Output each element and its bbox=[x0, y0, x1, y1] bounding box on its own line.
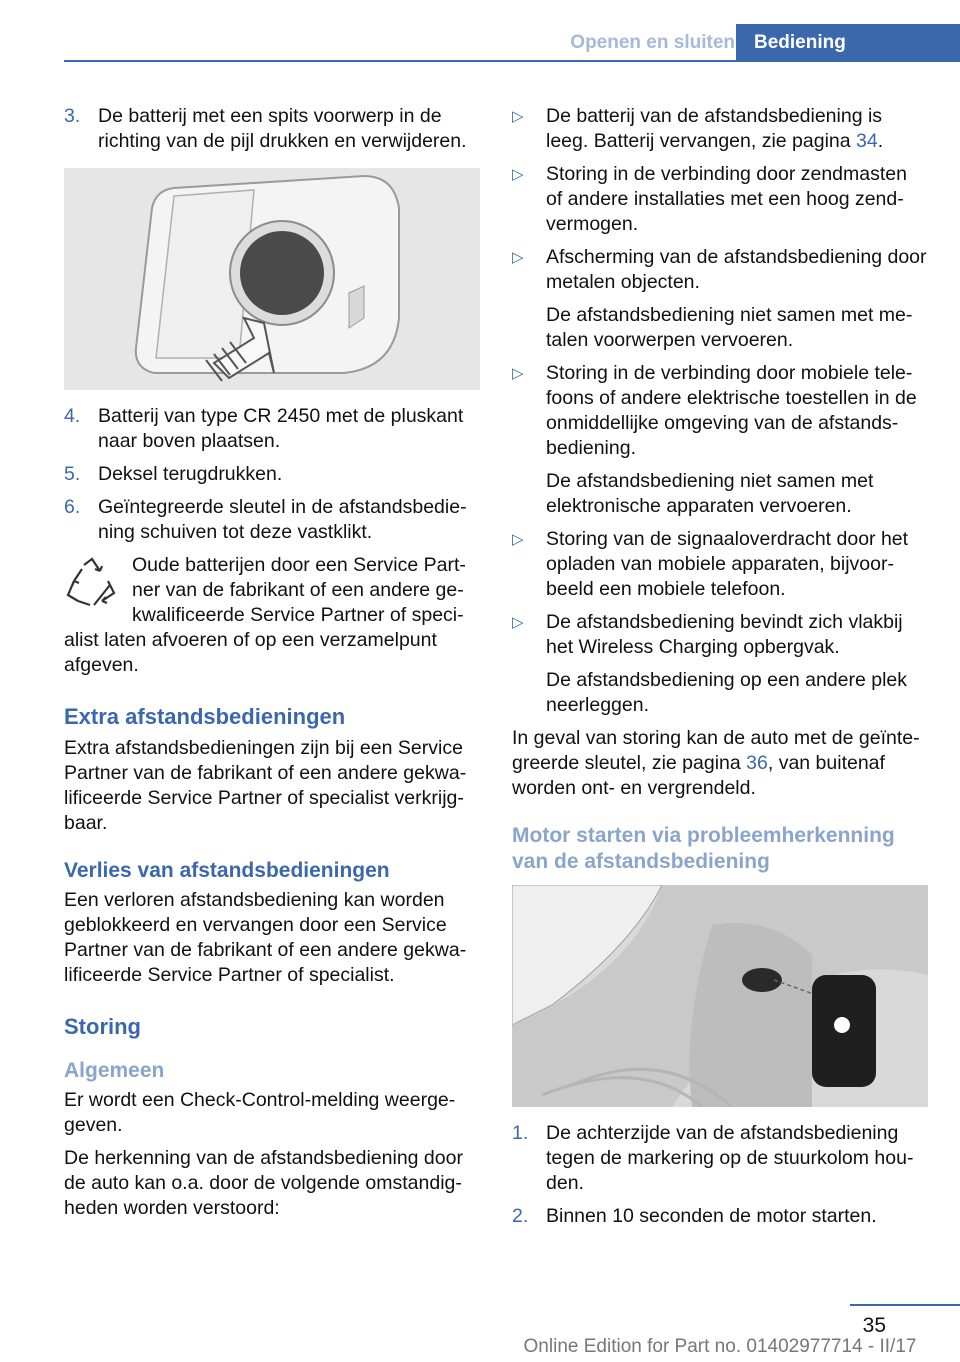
bullet-triangle-icon: ▷ bbox=[512, 365, 524, 382]
bullet-afscherming bbox=[512, 245, 928, 295]
bullet-wireless-charging bbox=[512, 610, 928, 660]
heading-extra-afstandsbedieningen: Extra afstandsbedieningen bbox=[64, 704, 346, 729]
paragraph-algemeen-2: De herkenning van de afstandsbediening door de auto kan o.a. door de volgende omstandigheden worden verstoord: bbox=[64, 1147, 463, 1219]
footer-rule bbox=[850, 1304, 960, 1306]
step-3 bbox=[64, 104, 480, 154]
bullet-battery-empty: ▷ De batterij van de afstandsbediening is leeg. Batterij vervangen, zie pagina 34. bbox=[512, 105, 884, 152]
paragraph-algemeen-1: Er wordt een Check-Control-melding weergegeven. bbox=[64, 1089, 456, 1136]
heading-storing: Storing bbox=[64, 1014, 141, 1039]
battery-removal-illustration bbox=[64, 168, 480, 390]
paragraph-verlies: Een verloren afstandsbediening kan worden geblokkeerd en vervangen door een Service Partner van de fabrikant of een andere gekwalificeerde Service Partner of specialist. bbox=[64, 889, 467, 986]
bullet-triangle-icon: ▷ bbox=[512, 531, 524, 548]
online-edition-footer: Online Edition for Part no. 01402977714 - II/17 bbox=[523, 1336, 917, 1357]
recycle-text: Oude batterijen door een Service Partner van de fabrikant of een andere gekwalificeerde Service Partner of specialist laten afvoeren of op een verzamelpunt afgeven. bbox=[64, 554, 466, 676]
page-number: 35 bbox=[862, 1314, 886, 1337]
bullet-text: Storing in de verbinding door zendmasten of andere installaties met een hoog zendvermogen. bbox=[546, 163, 907, 235]
bullet-triangle-icon: ▷ bbox=[512, 249, 524, 266]
bullet-triangle-icon: ▷ bbox=[512, 166, 524, 183]
header-section-title: Openen en sluiten bbox=[570, 32, 735, 53]
bullet-subtext: De afstandsbediening niet samen met elektronische apparaten vervoeren. bbox=[546, 470, 874, 517]
bullet-text: De afstandsbediening bevindt zich vlakbij het Wireless Charging opbergvak. bbox=[546, 611, 903, 658]
heading-motor-starten: Motor starten via probleemherkenning van de afstandsbediening bbox=[512, 824, 895, 873]
start-step-2 bbox=[512, 1204, 928, 1229]
bullet-mobiele-telefoons bbox=[512, 361, 928, 461]
heading-algemeen: Algemeen bbox=[64, 1059, 165, 1082]
step-text: De batterij met een spits voorwerp in de richting van de pijl drukken en verwijderen. bbox=[98, 105, 467, 152]
bullet-subtext: De afstandsbediening op een andere plek neerleggen. bbox=[546, 669, 908, 716]
step-4 bbox=[64, 404, 480, 454]
paragraph-extra: Extra afstandsbedieningen zijn bij een Service Partner van de fabrikant of een andere gekwalificeerde Service Partner of specialist verkrijgbaar. bbox=[64, 737, 467, 834]
step-text: Deksel terugdrukken. bbox=[98, 463, 283, 485]
start-step-1 bbox=[512, 1121, 928, 1196]
step-6 bbox=[64, 495, 480, 545]
header-rule bbox=[64, 60, 960, 62]
step-text: Geïntegreerde sleutel in de afstandsbediening schuiven tot deze vastklikt. bbox=[98, 496, 467, 543]
bullet-opladen bbox=[512, 527, 928, 602]
recycle-icon bbox=[64, 555, 118, 625]
paragraph-storing-geval: In geval van storing kan de auto met de geïntegreerde sleutel, zie pagina 36, van buitenaf worden ont- en vergrendeld. bbox=[512, 727, 920, 799]
step-number: 5. bbox=[64, 463, 81, 485]
bullet-subtext: De afstandsbediening niet samen met metalen voorwerpen vervoeren. bbox=[546, 304, 913, 351]
steering-column-illustration bbox=[512, 885, 928, 1107]
step-number: 2. bbox=[512, 1205, 529, 1227]
step-text: De achterzijde van de afstandsbediening tegen de markering op de stuurkolom houden. bbox=[546, 1122, 914, 1194]
bullet-text: De batterij van de afstandsbediening is leeg. Batterij vervangen, zie pagina bbox=[546, 105, 883, 152]
header-chapter-tab: Bediening bbox=[736, 24, 960, 62]
step-number: 1. bbox=[512, 1122, 529, 1144]
key-at-steering-column-drawing bbox=[512, 885, 928, 1107]
step-5 bbox=[64, 462, 480, 487]
step-text: Binnen 10 seconden de motor starten. bbox=[546, 1205, 877, 1227]
bullet-zendmasten bbox=[512, 162, 928, 237]
page-link-34[interactable]: 34 bbox=[856, 130, 878, 152]
step-number: 4. bbox=[64, 405, 81, 427]
bullet-triangle-icon: ▷ bbox=[512, 614, 524, 631]
page-link-36[interactable]: 36 bbox=[746, 752, 768, 774]
right-column bbox=[512, 104, 928, 1237]
bullet-text: Storing van de signaaloverdracht door het opladen van mobiele apparaten, bijvoorbeeld een mobiele telefoon. bbox=[546, 528, 909, 600]
bullet-text: Storing in de verbinding door mobiele telefoons of andere elektrische toestellen in de onmiddellijke omgeving van de afstandsbediening. bbox=[546, 362, 917, 459]
recycling-note bbox=[64, 553, 480, 678]
heading-verlies: Verlies van afstandsbedieningen bbox=[64, 859, 390, 882]
key-fob-battery-drawing bbox=[64, 168, 480, 390]
bullet-triangle-icon: ▷ bbox=[512, 108, 524, 125]
step-text: Batterij van type CR 2450 met de pluskant naar boven plaatsen. bbox=[98, 405, 464, 452]
step-number: 6. bbox=[64, 496, 81, 518]
bullet-text: Afscherming van de afstandsbediening door metalen objecten. bbox=[546, 246, 927, 293]
step-number: 3. bbox=[64, 105, 81, 127]
left-column bbox=[64, 104, 480, 1229]
